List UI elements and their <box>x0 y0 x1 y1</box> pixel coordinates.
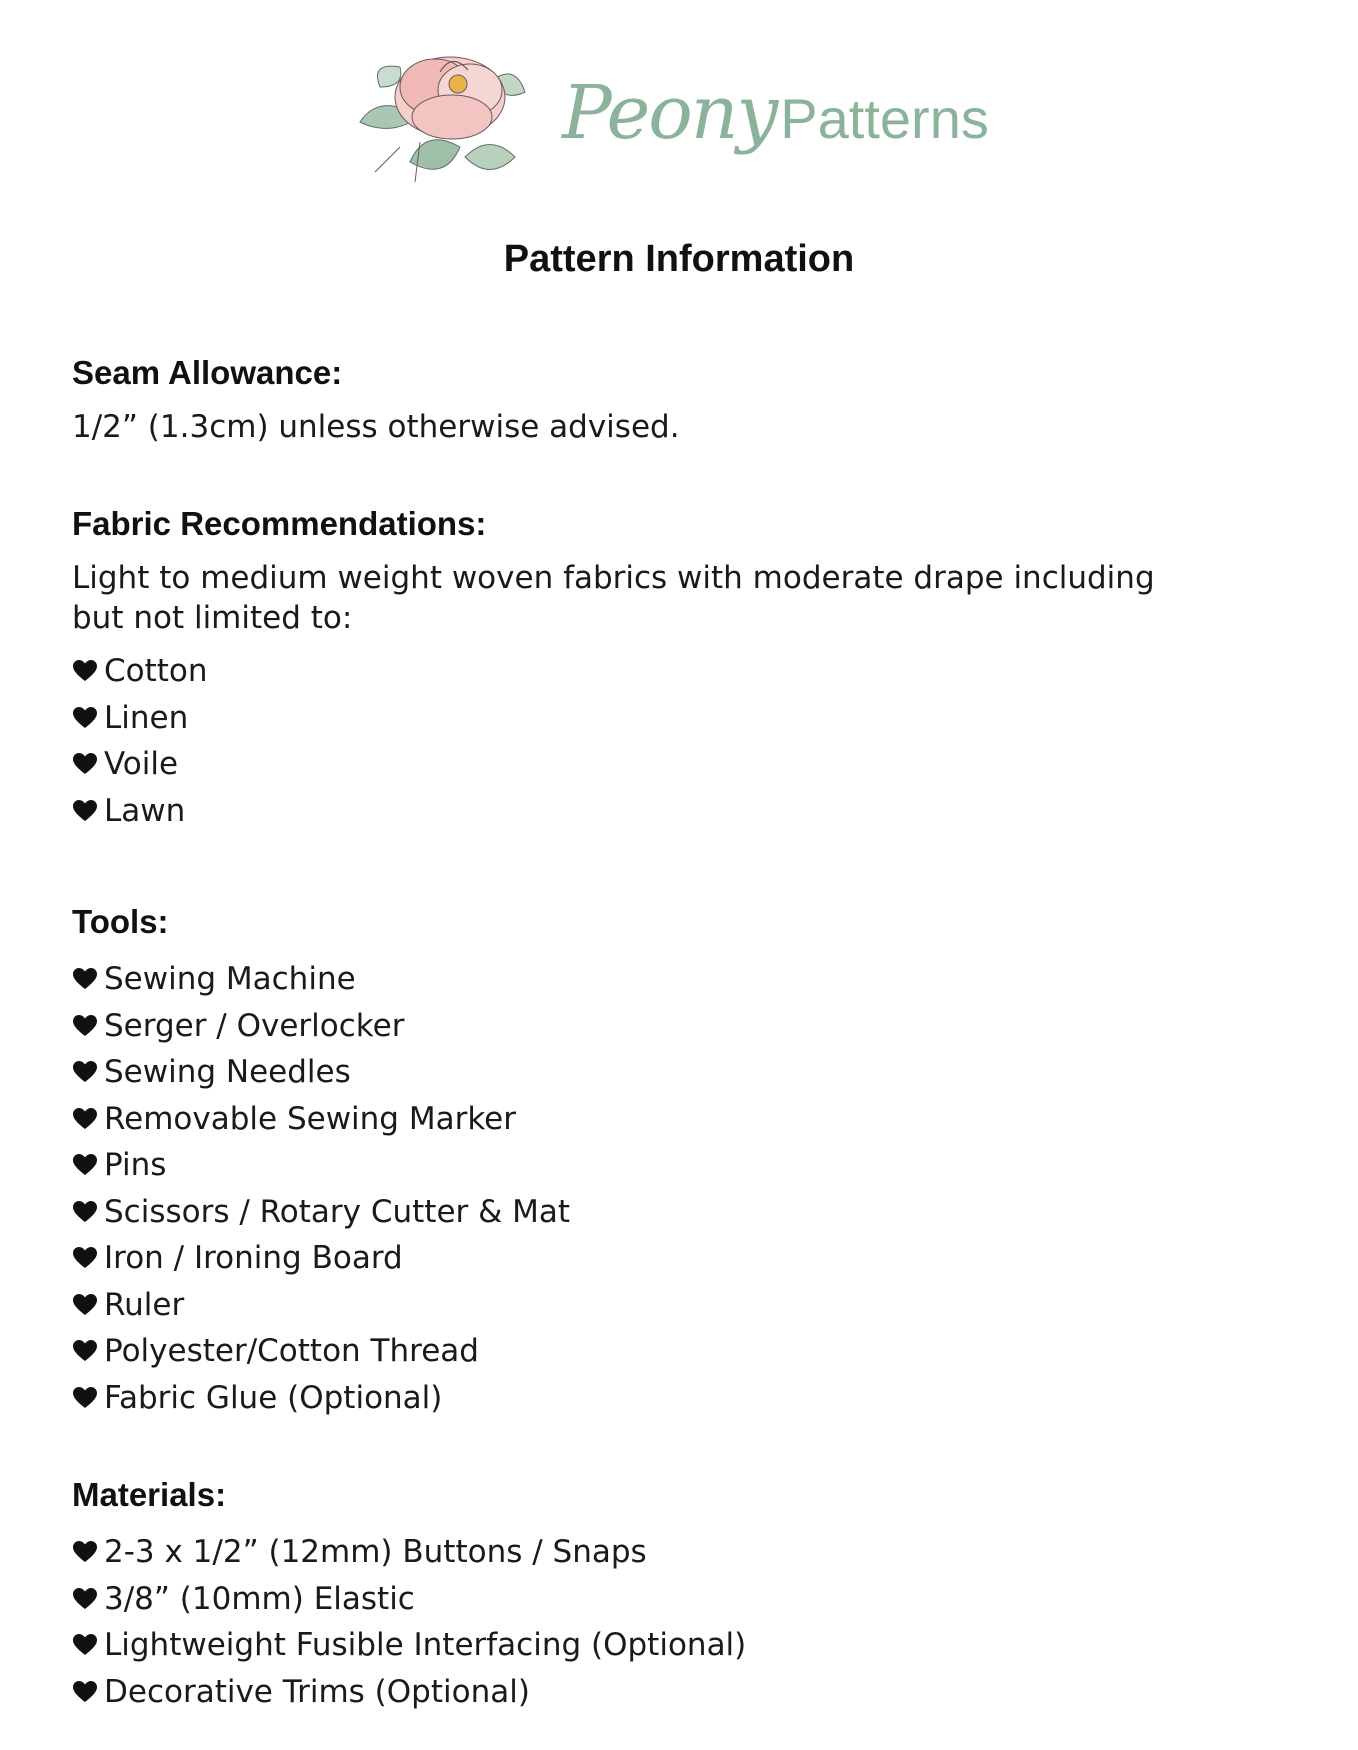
list-item <box>72 1003 1272 1050</box>
heart-icon <box>72 1153 98 1177</box>
list-item-label: Scissors / Rotary Cutter & Mat <box>104 1193 571 1230</box>
list-item-label: 3/8” (10mm) Elastic <box>104 1580 415 1617</box>
list-item <box>72 695 1272 742</box>
section-heading: Tools: <box>72 903 169 940</box>
section-seam-allowance <box>72 353 1272 447</box>
list-item-label: Lightweight Fusible Interfacing (Optional) <box>104 1627 747 1663</box>
list-item-label: Pins <box>104 1147 167 1183</box>
list-item-label: Decorative Trims (Optional) <box>104 1673 530 1710</box>
heart-icon <box>72 1060 98 1084</box>
list-item <box>72 1049 1272 1096</box>
heart-icon <box>72 1246 98 1270</box>
list-item <box>72 1235 1272 1282</box>
heart-icon <box>72 1633 98 1657</box>
list-item <box>72 741 1272 788</box>
list-item <box>72 1189 1272 1236</box>
list-item <box>72 1622 1272 1669</box>
heart-icon <box>72 1339 98 1363</box>
heart-icon <box>72 1014 98 1038</box>
fabric-list <box>72 648 1272 834</box>
list-item <box>72 1375 1272 1422</box>
list-item-label: Voile <box>104 746 179 782</box>
list-item <box>72 1142 1272 1189</box>
list-item <box>72 648 1272 695</box>
section-heading: Fabric Recommendations: <box>72 505 487 542</box>
list-item-label: Iron / Ironing Board <box>104 1240 403 1276</box>
list-item <box>72 956 1272 1003</box>
heart-icon <box>72 1540 98 1564</box>
heart-icon <box>72 799 98 823</box>
section-heading: Seam Allowance: <box>72 354 343 391</box>
brand-logo <box>340 22 989 197</box>
heart-icon <box>72 752 98 776</box>
list-item <box>72 1669 1272 1716</box>
list-item-label: Fabric Glue (Optional) <box>104 1379 443 1416</box>
heart-icon <box>72 967 98 991</box>
brand-name-script: Peony <box>562 70 777 156</box>
heart-icon <box>72 1107 98 1131</box>
materials-list <box>72 1529 1272 1715</box>
tools-list <box>72 956 1272 1421</box>
list-item-label: Linen <box>104 699 189 736</box>
heart-icon <box>72 1293 98 1317</box>
section-text: 1/2” (1.3cm) unless otherwise advised. <box>72 409 680 445</box>
heart-icon <box>72 706 98 730</box>
peony-flower-icon <box>340 22 540 197</box>
list-item-label: Lawn <box>104 792 186 829</box>
brand-name-sans: Patterns <box>780 87 989 150</box>
list-item-label: Cotton <box>104 653 208 689</box>
heart-icon <box>72 1587 98 1611</box>
section-fabric-recommendations <box>72 504 1272 834</box>
list-item-label: Polyester/Cotton Thread <box>104 1333 479 1369</box>
brand-name <box>562 70 989 156</box>
heart-icon <box>72 659 98 683</box>
section-heading: Materials: <box>72 1476 227 1513</box>
list-item-label: Ruler <box>104 1286 185 1323</box>
list-item <box>72 1282 1272 1329</box>
list-item-label: Serger / Overlocker <box>104 1007 405 1044</box>
list-item-label: Sewing Machine <box>104 961 356 997</box>
list-item-label: Removable Sewing Marker <box>104 1100 516 1137</box>
list-item-label: 2-3 x 1/2” (12mm) Buttons / Snaps <box>104 1534 647 1570</box>
heart-icon <box>72 1680 98 1704</box>
heart-icon <box>72 1200 98 1224</box>
section-tools <box>72 902 1272 1421</box>
list-item <box>72 1576 1272 1623</box>
list-item <box>72 1328 1272 1375</box>
section-materials <box>72 1475 1272 1715</box>
list-item-label: Sewing Needles <box>104 1054 351 1090</box>
list-item <box>72 1529 1272 1576</box>
section-text: Light to medium weight woven fabrics with moderate drape including but not limited to: <box>72 560 1155 636</box>
page-title: Pattern Information <box>503 238 855 280</box>
list-item <box>72 788 1272 835</box>
list-item <box>72 1096 1272 1143</box>
heart-icon <box>72 1386 98 1410</box>
